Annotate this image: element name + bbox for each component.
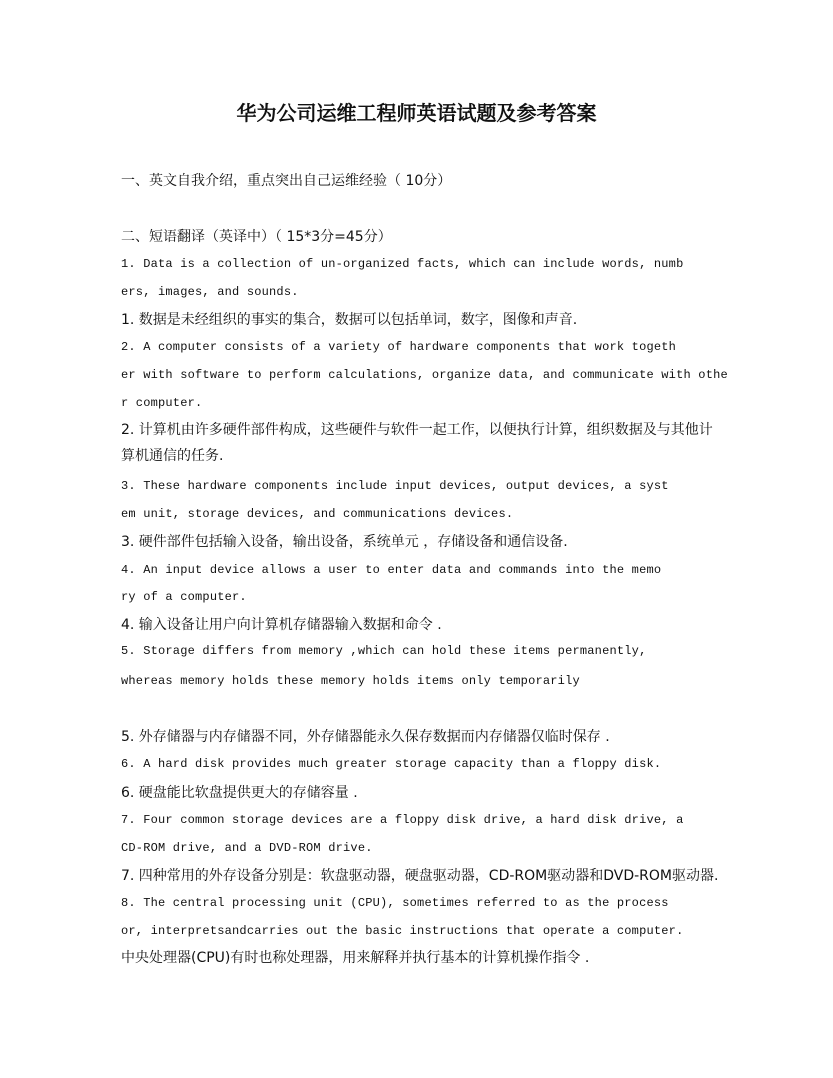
text-line: er with software to perform calculations, organize data, and communicate with othe (121, 368, 728, 382)
text-line: 6. A hard disk provides much greater storage capacity than a floppy disk. (121, 757, 662, 771)
text-line: 算机通信的任务. (121, 448, 224, 464)
text-line: em unit, storage devices, and communications devices. (121, 507, 514, 521)
text-line: 2. 计算机由许多硬件部件构成，这些硬件与软件一起工作，以便执行计算，组织数据及与其他计 (121, 422, 713, 438)
text-line: 4. 输入设备让用户向计算机存储器输入数据和命令 . (121, 617, 442, 633)
text-line: 5. 外存储器与内存储器不同，外存储器能永久保存数据而内存储器仅临时保存 . (121, 729, 610, 745)
section-heading-1: 一、英文自我介绍，重点突出自己运维经验（ 10分） (121, 173, 452, 189)
text-line: 1. Data is a collection of un-organized facts, which can include words, numb (121, 257, 684, 271)
text-line: 7. 四种常用的外存设备分别是：软盘驱动器，硬盘驱动器，CD-ROM驱动器和DVD-ROM驱动器. (121, 868, 719, 884)
text-line: whereas memory holds these memory holds items only temporarily (121, 674, 580, 688)
page-title: 华为公司运维工程师英语试题及参考答案 (236, 101, 597, 125)
section-heading-2: 二、短语翻译（英译中）（ 15*3分=45分） (121, 229, 392, 245)
text-line: CD-ROM drive, and a DVD-ROM drive. (121, 841, 373, 855)
text-line: 2. A computer consists of a variety of hardware components that work togeth (121, 340, 677, 354)
text-line: 8. The central processing unit (CPU), sometimes referred to as the process (121, 896, 669, 910)
text-line: 中央处理器(CPU)有时也称处理器，用来解释并执行基本的计算机操作指令 . (121, 950, 590, 966)
text-line: 3. 硬件部件包括输入设备，输出设备，系统单元 ，存储设备和通信设备. (121, 534, 568, 550)
text-line: or, interpretsandcarries out the basic instructions that operate a computer. (121, 924, 684, 938)
text-line: ers, images, and sounds. (121, 285, 299, 299)
text-line: 6. 硬盘能比软盘提供更大的存储容量 . (121, 785, 358, 801)
text-line: 3. These hardware components include input devices, output devices, a syst (121, 479, 669, 493)
text-line: 4. An input device allows a user to enter data and commands into the memo (121, 563, 662, 577)
text-line: r computer. (121, 396, 203, 410)
text-line: 5. Storage differs from memory ,which can hold these items permanently, (121, 644, 647, 658)
text-line: 7. Four common storage devices are a floppy disk drive, a hard disk drive, a (121, 813, 684, 827)
text-line: ry of a computer. (121, 590, 247, 604)
text-line: 1. 数据是未经组织的事实的集合，数据可以包括单词，数字，图像和声音. (121, 312, 578, 328)
